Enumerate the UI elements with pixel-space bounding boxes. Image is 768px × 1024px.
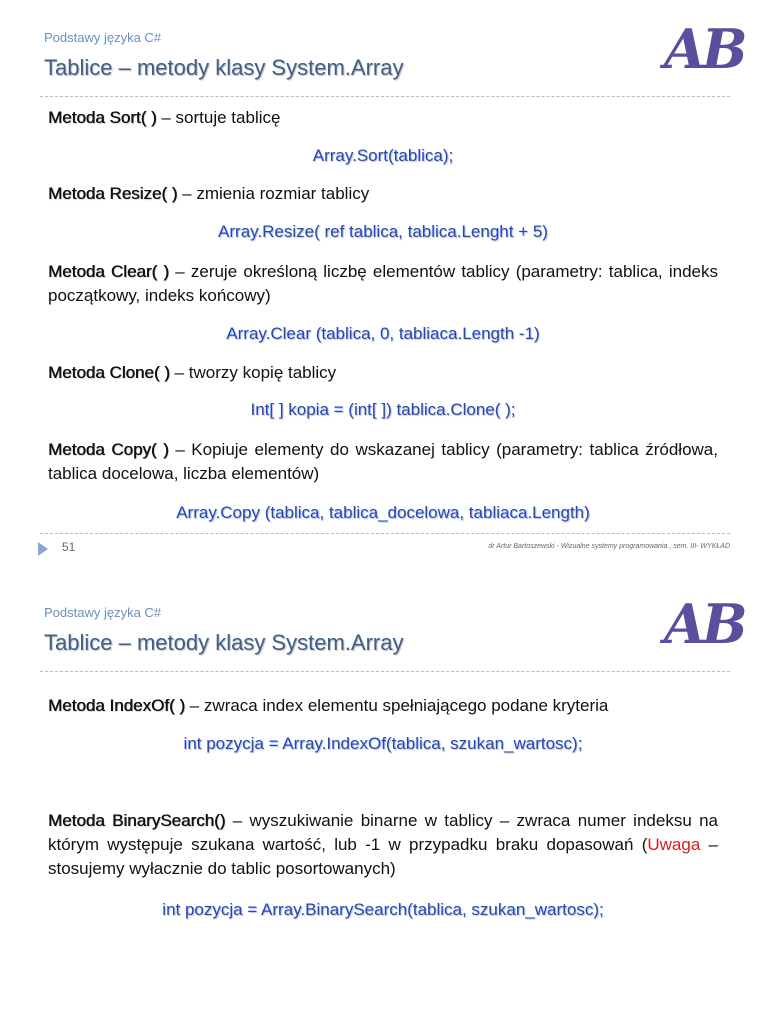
method-name: Metoda Clear( ) xyxy=(48,262,170,281)
breadcrumb: Podstawy języka C# xyxy=(44,30,162,45)
method-clone xyxy=(48,361,718,385)
author-logo: AB xyxy=(664,592,744,656)
method-name: Metoda BinarySearch() xyxy=(48,811,226,830)
code-binarysearch: int pozycja = Array.BinarySearch(tablica, szukan_wartosc); xyxy=(162,900,604,919)
method-name: Metoda Resize( ) xyxy=(48,184,178,203)
method-name: Metoda IndexOf( ) xyxy=(48,696,186,715)
method-name: Metoda Sort( ) xyxy=(48,108,157,127)
author-logo: AB xyxy=(664,17,744,81)
method-sort xyxy=(48,106,718,130)
slide-footer xyxy=(0,540,768,560)
footer-divider xyxy=(40,533,730,534)
method-clear xyxy=(48,260,718,308)
code-clone: Int[ ] kopia = (int[ ]) tablica.Clone( ); xyxy=(250,400,516,419)
method-desc: – wyszukiwanie binarne w tablicy – zwraca numer indeksu na którym występuje szukana wartość, lub -1 w przypadku braku dopasowań ( xyxy=(48,811,718,854)
method-copy xyxy=(48,438,718,486)
method-resize xyxy=(48,182,718,206)
page-number: 51 xyxy=(62,540,76,554)
header-divider xyxy=(40,671,730,672)
header-divider xyxy=(40,96,730,97)
code-resize: Array.Resize( ref tablica, tablica.Lenght + 5) xyxy=(218,222,548,241)
warning-label: Uwaga xyxy=(647,835,701,854)
method-desc: – tworzy kopię tablicy xyxy=(169,363,337,382)
author-credit: dr Artur Bartoszewski - Wizualne systemy programowania , sem. III- WYKŁAD xyxy=(488,543,730,550)
method-binarysearch xyxy=(48,809,718,881)
slide-52 xyxy=(0,575,768,1024)
slide-title: Tablice – metody klasy System.Array xyxy=(44,630,404,655)
method-indexof xyxy=(48,694,718,718)
method-desc: – zwraca index elementu spełniającego podane kryteria xyxy=(185,696,609,715)
slide-title: Tablice – metody klasy System.Array xyxy=(44,55,404,80)
code-clear: Array.Clear (tablica, 0, tabliaca.Length -1) xyxy=(226,324,540,343)
code-sort: Array.Sort(tablica); xyxy=(312,146,454,165)
method-desc: – Kopiuje elementy do wskazanej tablicy (parametry: tablica źródłowa, tablica docelowa, liczba elementów) xyxy=(48,440,718,483)
breadcrumb: Podstawy języka C# xyxy=(44,605,162,620)
method-desc: – zmienia rozmiar tablicy xyxy=(177,184,370,203)
method-desc: – zeruje określoną liczbę elementów tablicy (parametry: tablica, indeks początkowy, indeks końcowy) xyxy=(48,262,718,305)
play-triangle-icon xyxy=(38,542,48,556)
method-name: Metoda Clone( ) xyxy=(48,363,170,382)
code-indexof: int pozycja = Array.IndexOf(tablica, szukan_wartosc); xyxy=(183,734,583,753)
code-copy: Array.Copy (tablica, tablica_docelowa, tabliaca.Length) xyxy=(176,503,590,522)
method-name: Metoda Copy( ) xyxy=(48,440,169,459)
method-desc-end: – stosujemy wyłacznie do tablic posortowanych) xyxy=(48,835,718,878)
method-desc: – sortuje tablicę xyxy=(156,108,281,127)
